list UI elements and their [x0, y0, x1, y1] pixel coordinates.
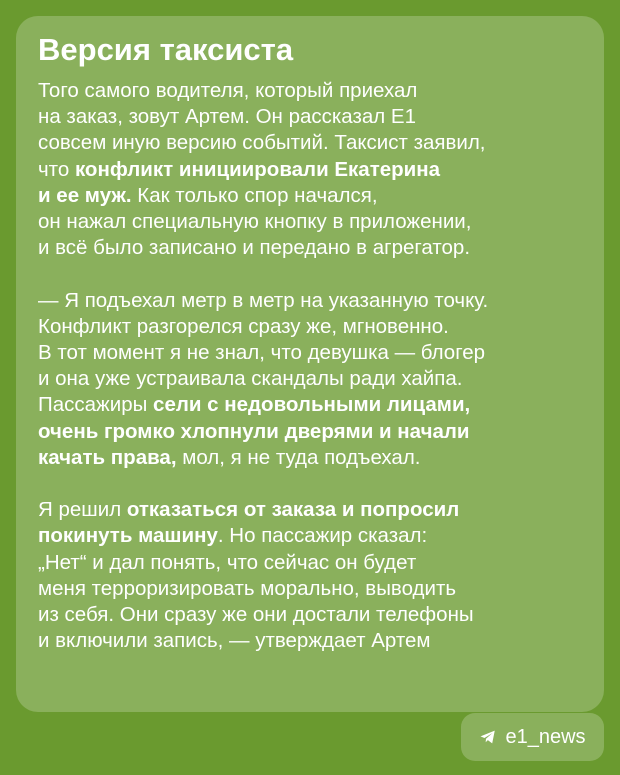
text-line — [38, 78, 594, 104]
article-body — [38, 78, 594, 654]
text-line — [38, 523, 594, 549]
text-line — [38, 550, 594, 576]
text-segment: он нажал специальную кнопку в приложении, — [38, 210, 472, 234]
text-segment: из себя. Они сразу же они достали телефоны — [38, 603, 474, 627]
text-segment: меня терроризировать морально, выводить — [38, 576, 457, 600]
text-line — [38, 104, 594, 130]
text-line — [38, 392, 594, 418]
text-line — [38, 235, 594, 261]
body-paragraph — [38, 78, 594, 261]
bold-text: и ее муж. — [38, 183, 132, 207]
bold-text: качать права, — [38, 445, 177, 469]
text-segment: В тот момент я не знал, что девушка — блогер — [38, 341, 486, 365]
text-segment: „Нет“ и дал понять, что сейчас он будет — [38, 550, 417, 574]
channel-name: e1_news — [505, 726, 586, 748]
text-line — [38, 628, 594, 654]
article-title: Версия таксиста — [38, 32, 294, 67]
text-line — [38, 288, 594, 314]
text-line — [38, 314, 594, 340]
text-line — [38, 366, 594, 392]
text-segment: совсем иную версию событий. Таксист заявил, — [38, 131, 486, 155]
text-line — [38, 130, 594, 156]
text-line — [38, 340, 594, 366]
bold-text: конфликт инициировали Екатерина — [74, 157, 441, 181]
text-segment: и она уже устраивала скандалы ради хайпа. — [38, 367, 463, 391]
text-line — [38, 445, 594, 471]
text-segment: Я решил — [38, 498, 127, 522]
text-line — [38, 576, 594, 602]
text-segment: . Но пассажир сказал: — [217, 524, 428, 548]
text-segment: мол, я не туда подъехал. — [176, 445, 421, 469]
channel-badge[interactable] — [461, 713, 604, 761]
bold-text: отказаться от заказа и попросил — [126, 498, 460, 522]
text-segment: Как только спор начался, — [131, 183, 378, 207]
text-line — [38, 419, 594, 445]
bold-text: очень громко хлопнули дверями и начали — [38, 419, 470, 443]
telegram-icon — [479, 728, 497, 746]
text-segment: Конфликт разгорелся сразу же, мгновенно. — [38, 314, 449, 338]
body-paragraph — [38, 497, 594, 654]
text-line — [38, 602, 594, 628]
text-line — [38, 497, 594, 523]
body-paragraph — [38, 288, 594, 471]
bold-text: сели с недовольными лицами, — [153, 393, 471, 417]
text-segment: Пассажиры — [38, 393, 154, 417]
text-line — [38, 183, 594, 209]
text-segment: — Я подъехал метр в метр на указанную точку. — [38, 288, 489, 312]
text-segment: Того самого водителя, который приехал — [38, 79, 418, 102]
text-segment: что — [38, 157, 75, 181]
text-segment: и всё было записано и передано в агрегатор. — [38, 236, 471, 260]
text-line — [38, 157, 594, 183]
text-segment: на заказ, зовут Артем. Он рассказал Е1 — [38, 105, 416, 129]
bold-text: покинуть машину — [38, 524, 218, 548]
text-segment: и включили запись, — утверждает Артем — [38, 629, 431, 653]
text-line — [38, 209, 594, 235]
